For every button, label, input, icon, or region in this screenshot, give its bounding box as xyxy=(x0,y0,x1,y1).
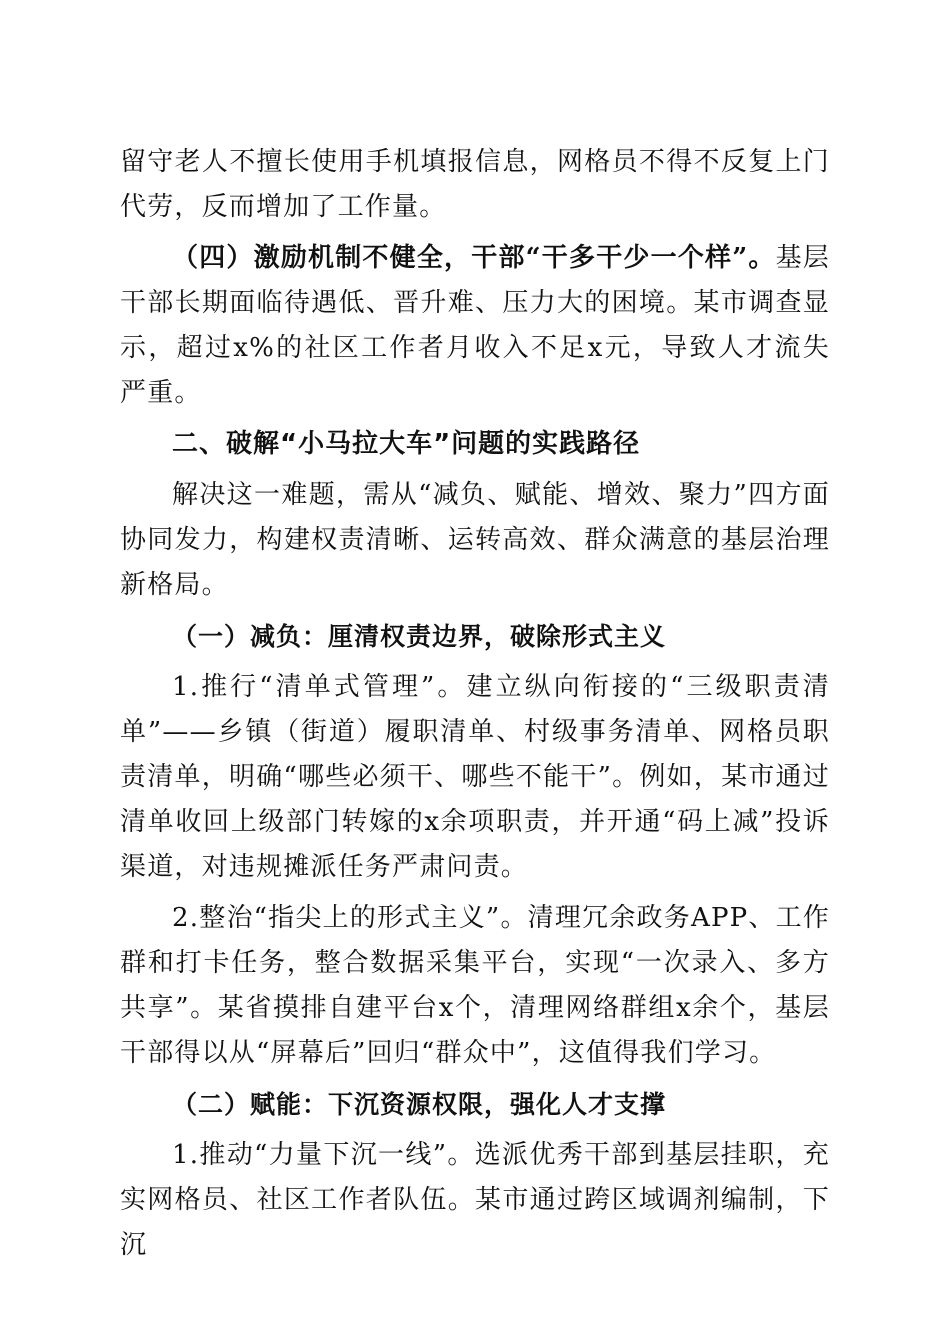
paragraph-force-sinking: 1.推动“力量下沉一线”。选派优秀干部到基层挂职，充实网格员、社区工作者队伍。某市通过跨区域调剂编制，下沉 xyxy=(120,1140,830,1260)
subheading-burden-reduction: （一）减负：厘清权责边界，破除形式主义 xyxy=(172,622,667,651)
incentive-heading-run: （四）激励机制不健全，干部“干多干少一个样”。 xyxy=(172,243,776,273)
incentive-body-run: 基层干部长期面临待遇低、晋升难、压力大的困境。某市调查显示，超过x%的社区工作者月收入不足x元，导致人才流失严重。 xyxy=(120,243,830,408)
paragraph-rural-elderly: 留守老人不擅长使用手机填报信息，网格员不得不反复上门代劳，反而增加了工作量。 xyxy=(120,147,830,222)
paragraph-list-management: 1.推行“清单式管理”。建立纵向衔接的“三级职责清单”——乡镇（街道）履职清单、村级事务清单、网格员职责清单，明确“哪些必须干、哪些不能干”。例如，某市通过清单收回上级部门转嫁的x余项职责，并开通“码上减”投诉渠道，对违规摊派任务严肃问责。 xyxy=(120,672,830,882)
paragraph-four-aspects: 解决这一难题，需从“减负、赋能、增效、聚力”四方面协同发力，构建权责清晰、运转高效、群众满意的基层治理新格局。 xyxy=(120,480,830,600)
paragraph-fingertip-formalism: 2.整治“指尖上的形式主义”。清理冗余政务APP、工作群和打卡任务，整合数据采集平台，实现“一次录入、多方共享”。某省摸排自建平台x个，清理网络群组x余个，基层干部得以从“屏幕后”回归“群众中”，这值得我们学习。 xyxy=(120,903,830,1068)
subheading-empowerment: （二）赋能：下沉资源权限，强化人才支撑 xyxy=(172,1090,667,1119)
section-heading-practice-path: 二、破解“小马拉大车”问题的实践路径 xyxy=(172,429,641,459)
document-body xyxy=(120,140,830,1268)
paragraph-incentive-mechanism xyxy=(120,236,830,416)
